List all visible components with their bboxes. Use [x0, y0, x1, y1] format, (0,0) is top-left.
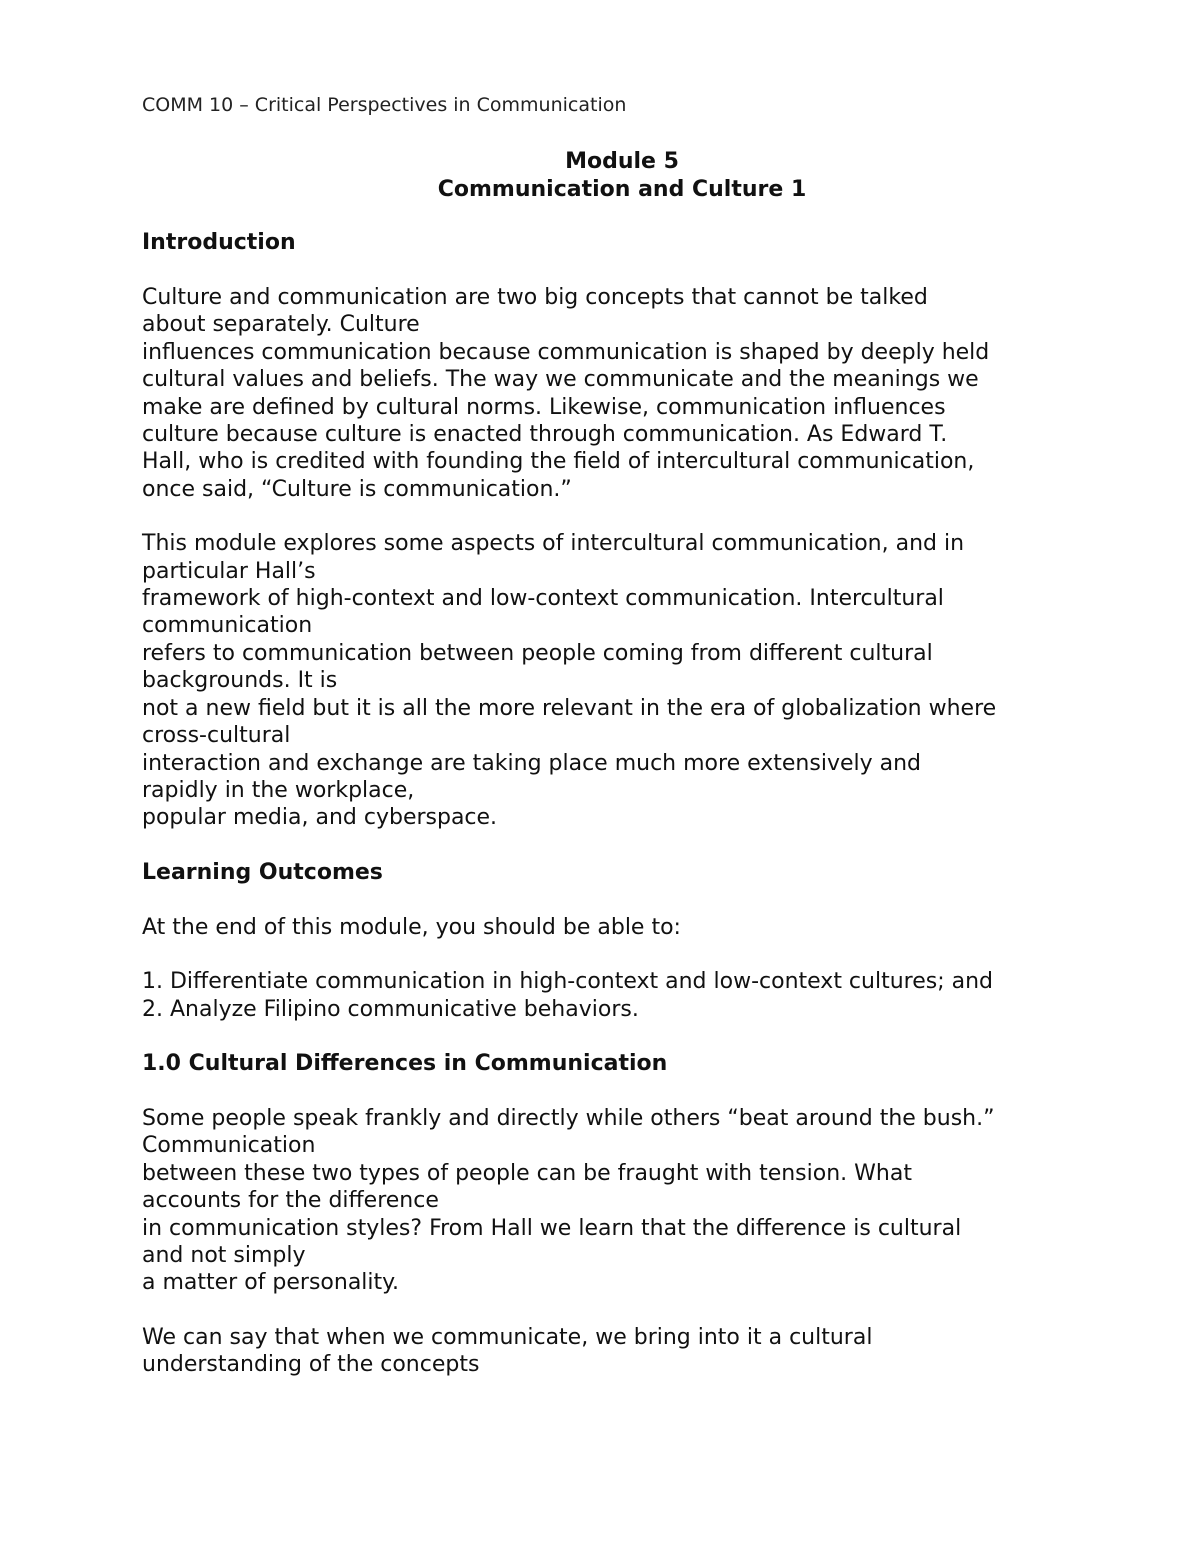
text-line: influences communication because communication is shaped by deeply held [142, 339, 990, 365]
module-title: Communication and Culture 1 [437, 177, 807, 202]
text-line: rapidly in the workplace, [142, 777, 415, 803]
text-line: cross-cultural [142, 723, 291, 749]
text-line: Culture and communication are two big concepts that cannot be talked [142, 285, 928, 310]
introduction-paragraph-2 [142, 530, 1102, 831]
text-line: Hall, who is credited with founding the field of intercultural communication, [142, 449, 975, 475]
text-line: popular media, and cyberspace. [142, 805, 498, 831]
text-line: We can say that when we communicate, we bring into it a cultural [142, 1324, 873, 1350]
text-line: At the end of this module, you should be able to: [142, 914, 681, 940]
text-line: accounts for the difference [142, 1188, 439, 1214]
text-line: once said, “Culture is communication.” [142, 476, 572, 502]
learning-outcomes-list [142, 968, 1102, 1023]
text-line: refers to communication between people coming from different cultural [142, 640, 933, 666]
text-line: communication [142, 613, 313, 639]
introduction-paragraph-1 [142, 284, 1102, 503]
course-header: COMM 10 – Critical Perspectives in Communication [142, 94, 627, 116]
text-line: Communication [142, 1133, 316, 1159]
text-line: between these two types of people can be fraught with tension. What [142, 1160, 912, 1186]
text-line: cultural values and beliefs. The way we communicate and the meanings we [142, 367, 979, 393]
learning-outcomes-heading: Learning Outcomes [142, 859, 383, 885]
cultural-differences-paragraph-2 [142, 1324, 1102, 1379]
document-page [142, 92, 1102, 1406]
module-title-block [142, 148, 1102, 204]
cultural-differences-paragraph-1 [142, 1105, 1102, 1297]
text-line: framework of high-context and low-context communication. Intercultural [142, 586, 944, 612]
learning-outcomes-lead [142, 914, 1102, 941]
list-item: 1. Differentiate communication in high-context and low-context cultures; and [142, 969, 994, 995]
text-line: understanding of the concepts [142, 1352, 480, 1378]
text-line: This module explores some aspects of intercultural communication, and in [142, 531, 965, 557]
text-line: make are defined by cultural norms. Likewise, communication influences [142, 394, 946, 420]
text-line: and not simply [142, 1242, 306, 1268]
text-line: not a new field but it is all the more relevant in the era of globalization where [142, 695, 997, 721]
introduction-heading: Introduction [142, 230, 296, 255]
module-number: Module 5 [565, 149, 679, 174]
text-line: particular Hall’s [142, 558, 316, 584]
text-line: about separately. Culture [142, 312, 420, 338]
text-line: interaction and exchange are taking place much more extensively and [142, 750, 922, 776]
list-item: 2. Analyze Filipino communicative behaviors. [142, 996, 639, 1022]
text-line: a matter of personality. [142, 1270, 400, 1296]
text-line: in communication styles? From Hall we learn that the difference is cultural [142, 1215, 962, 1241]
cultural-differences-heading: 1.0 Cultural Differences in Communication [142, 1050, 668, 1076]
text-line: backgrounds. It is [142, 668, 338, 694]
text-line: culture because culture is enacted through communication. As Edward T. [142, 422, 948, 448]
text-line: Some people speak frankly and directly while others “beat around the bush.” [142, 1105, 995, 1131]
